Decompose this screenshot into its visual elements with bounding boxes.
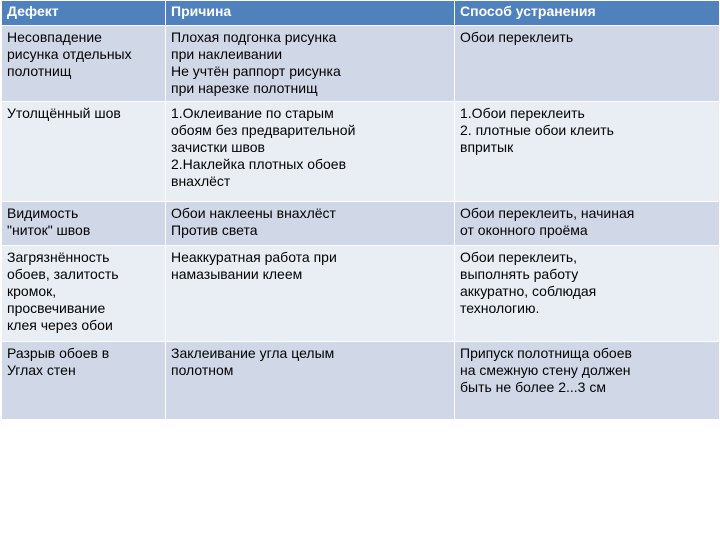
cell-cause: Заклеивание угла целым полотном <box>166 342 455 420</box>
cell-defect: Загрязнённость обоев, залитость кромок, просвечивание клея через обои <box>2 246 166 342</box>
table-row <box>2 246 720 342</box>
cell-cause: Неаккуратная работа при намазывании клеем <box>166 246 455 342</box>
cell-fix: Обои переклеить, выполнять работу аккуратно, соблюдая технологию. <box>455 246 720 342</box>
cell-fix: 1.Обои переклеить 2. плотные обои клеить впритык <box>455 102 720 202</box>
table-row <box>2 26 720 102</box>
cell-cause: Плохая подгонка рисунка при наклеивании Не учтён раппорт рисунка при нарезке полотнищ <box>166 26 455 102</box>
defect-table <box>1 0 720 420</box>
cell-fix: Обои переклеить, начиная от оконного проёма <box>455 202 720 246</box>
header-fix: Способ устранения <box>455 1 720 26</box>
cell-defect: Видимость "ниток" швов <box>2 202 166 246</box>
cell-defect: Разрыв обоев в Углах стен <box>2 342 166 420</box>
cell-fix: Обои переклеить <box>455 26 720 102</box>
header-defect: Дефект <box>2 1 166 26</box>
table-header-row <box>2 1 720 26</box>
cell-fix: Припуск полотнища обоев на смежную стену должен быть не более 2...3 см <box>455 342 720 420</box>
table-row <box>2 202 720 246</box>
cell-cause: Обои наклеены внахлёст Против света <box>166 202 455 246</box>
table-row <box>2 102 720 202</box>
cell-defect: Несовпадение рисунка отдельных полотнищ <box>2 26 166 102</box>
cell-cause: 1.Оклеивание по старым обоям без предварительной зачистки швов 2.Наклейка плотных обоев внахлёст <box>166 102 455 202</box>
header-cause: Причина <box>166 1 455 26</box>
table-row <box>2 342 720 420</box>
cell-defect: Утолщённый шов <box>2 102 166 202</box>
